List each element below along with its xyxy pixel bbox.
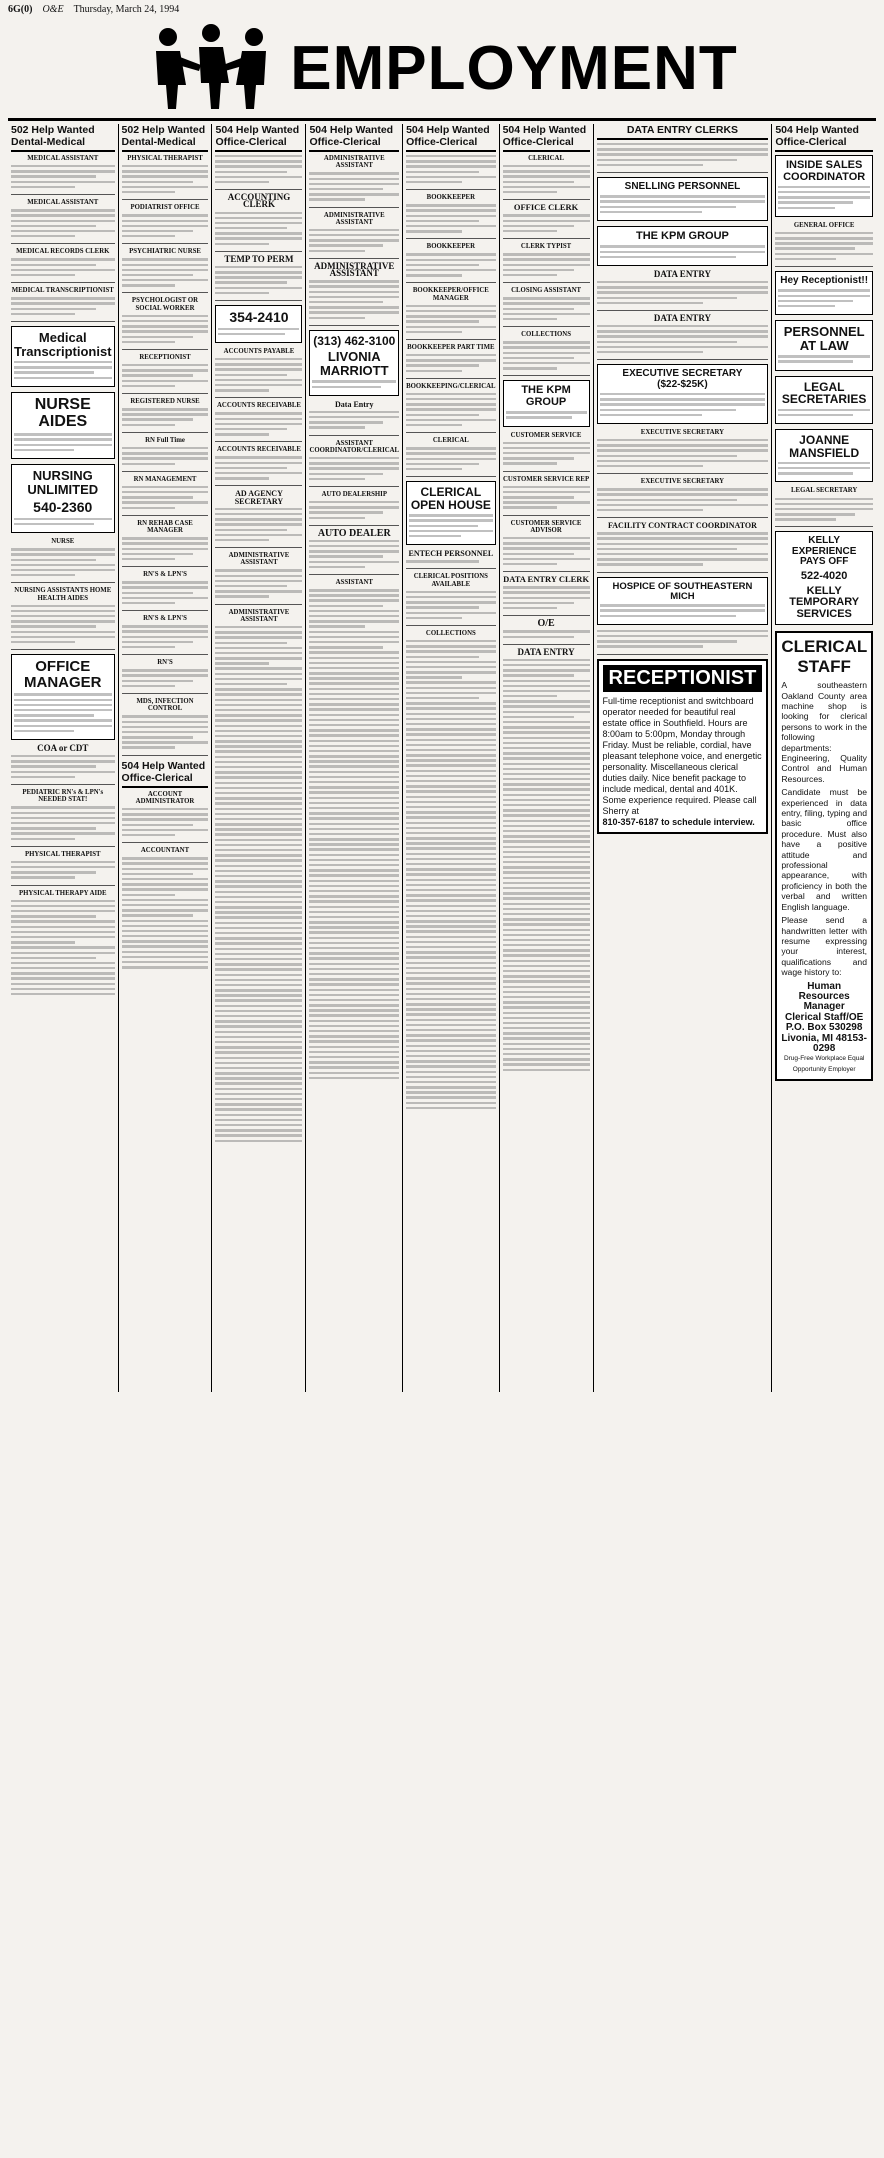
classified-ad: MEDICAL ASSISTANT <box>11 199 115 244</box>
classified-ad: MEDICAL ASSISTANT <box>11 155 115 195</box>
display-ad: Medical Transcriptionist <box>11 326 115 387</box>
section-title: EMPLOYMENT <box>290 33 738 103</box>
classified-ad: ADMINISTRATIVE ASSISTANT <box>309 212 399 259</box>
clerical-staff-display-ad <box>775 631 873 1081</box>
classified-ad: AUTO DEALER <box>309 530 399 575</box>
classified-ad: EXECUTIVE SECRETARY <box>597 429 769 474</box>
classified-ad: ACCOUNTS RECEIVABLE <box>215 446 302 486</box>
classified-ad: RN'S & LPN'S <box>122 571 209 611</box>
classified-ad: CUSTOMER SERVICE REP <box>503 476 590 516</box>
classified-ad: Data Entry <box>309 401 399 436</box>
receptionist-display-ad <box>597 659 769 834</box>
column-heading: 504 Help Wanted Office-Clerical <box>775 124 873 152</box>
classified-ad: ACCOUNTS RECEIVABLE <box>215 402 302 442</box>
classified-ad: ASSISTANT COORDINATOR/CLERICAL <box>309 440 399 487</box>
classified-ad: DATA ENTRY CLERK <box>503 576 590 616</box>
classified-ad <box>406 155 496 190</box>
classified-ad: EXECUTIVE SECRETARY <box>597 478 769 518</box>
receptionist-title: RECEPTIONIST <box>603 665 763 692</box>
column-7 <box>593 124 772 1392</box>
classified-ad: MEDICAL RECORDS CLERK <box>11 248 115 283</box>
page-number: 6G(0) <box>8 4 33 15</box>
classified-columns <box>8 124 876 1392</box>
column-heading: 502 Help Wanted Dental-Medical <box>122 124 209 152</box>
classified-ad: PEDIATRIC RN's & LPN's NEEDED STAT! <box>11 789 115 847</box>
classified-ad: PHYSICAL THERAPY AIDE <box>11 890 115 2158</box>
classified-ad: BOOKKEEPER <box>406 194 496 239</box>
display-ad: EXECUTIVE SECRETARY ($22-$25K) <box>597 364 769 424</box>
classified-ad: CUSTOMER SERVICE ADVISOR <box>503 520 590 573</box>
classified-ad: ENTECH PERSONNEL <box>406 550 496 569</box>
classified-ad: DATA ENTRY <box>597 271 769 311</box>
classified-ad: CLERK TYPIST <box>503 243 590 283</box>
display-ad: HOSPICE OF SOUTHEASTERN MICH <box>597 577 769 625</box>
column-5 <box>402 124 499 1392</box>
classified-ad: RN'S & LPN'S <box>122 615 209 655</box>
classified-ad: NURSING ASSISTANTS HOME HEALTH AIDES <box>11 587 115 650</box>
display-ad: THE KPM GROUP <box>597 226 769 266</box>
issue-date: Thursday, March 24, 1994 <box>73 4 180 15</box>
classified-ad: O/E <box>503 620 590 644</box>
classified-ad: BOOKKEEPER <box>406 243 496 283</box>
publication-name: O&E <box>42 4 64 15</box>
classified-ad: RECEPTIONIST <box>122 354 209 394</box>
column-heading: 504 Help Wanted Office-Clerical <box>503 124 590 152</box>
contact-po-box: P.O. Box 530298 <box>785 1022 863 1034</box>
classified-ad: DATA ENTRY <box>597 315 769 360</box>
classified-ad: ADMINISTRATIVE ASSISTANT <box>215 552 302 605</box>
page-header <box>8 4 876 18</box>
classified-ad: MDS, INFECTION CONTROL <box>122 698 209 756</box>
header-rule <box>8 118 876 121</box>
classified-ad: RN REHAB CASE MANAGER <box>122 520 209 567</box>
column-heading: 504 Help Wanted Office-Clerical <box>215 124 302 152</box>
classified-ad <box>597 143 769 173</box>
classified-ad: PHYSICAL THERAPIST <box>11 851 115 886</box>
classified-ad: FACILITY CONTRACT COORDINATOR <box>597 522 769 572</box>
classified-ad: DATA ENTRY <box>503 649 590 1917</box>
section-banner <box>8 20 876 116</box>
display-ad: Hey Receptionist!! <box>775 271 873 315</box>
classified-ad: REGISTERED NURSE <box>122 398 209 433</box>
classified-ad: AD AGENCY SECRETARY <box>215 490 302 548</box>
classified-ad: ADMINISTRATIVE ASSISTANT <box>215 609 302 1877</box>
classified-ad: GENERAL OFFICE <box>775 222 873 267</box>
column-heading: 504 Help Wanted Office-Clerical <box>406 124 496 152</box>
classified-ad: CUSTOMER SERVICE <box>503 432 590 472</box>
display-ad: OFFICE MANAGER <box>11 654 115 740</box>
column-1 <box>8 124 118 1392</box>
column-4 <box>305 124 402 1392</box>
classified-ad: ACCOUNTANT <box>122 847 209 2115</box>
classified-ad: MEDICAL TRANSCRIPTIONIST <box>11 287 115 322</box>
classified-ad: AUTO DEALERSHIP <box>309 491 399 526</box>
classified-ad: COA or CDT <box>11 745 115 785</box>
classified-ad: RN'S <box>122 659 209 694</box>
classified-ad: ADMINISTRATIVE ASSISTANT <box>309 263 399 326</box>
classified-ad: CLERICAL <box>503 155 590 200</box>
classified-ad: CLOSING ASSISTANT <box>503 287 590 327</box>
classified-ad <box>597 630 769 655</box>
display-ad: PERSONNEL AT LAW <box>775 320 873 370</box>
classified-ad: ACCOUNTS PAYABLE <box>215 348 302 398</box>
column-heading: 502 Help Wanted Dental-Medical <box>11 124 115 152</box>
clerical-staff-body-3: Please send a handwritten letter with resume expressing your interest, qualifications and wage history to: <box>781 915 867 978</box>
clerical-staff-body-1: A southeastern Oakland County area machine shop is looking for clerical persons to work in the following departments: Engineering, Quality Control and Human Resources. <box>781 680 867 784</box>
classified-ad: BOOKKEEPER PART TIME <box>406 344 496 379</box>
classified-ad: PODIATRIST OFFICE <box>122 204 209 244</box>
classified-ad: COLLECTIONS <box>406 630 496 1898</box>
classified-ad: ACCOUNT ADMINISTRATOR <box>122 791 209 844</box>
display-ad: LEGAL SECRETARIES <box>775 376 873 424</box>
classified-ad: RN Full Time <box>122 437 209 472</box>
classified-ad: PHYSICAL THERAPIST <box>122 155 209 200</box>
column-heading: DATA ENTRY CLERKS <box>597 124 769 140</box>
display-ad: NURSING UNLIMITED 540-2360 <box>11 464 115 533</box>
classified-ad: TEMP TO PERM <box>215 256 302 301</box>
display-ad: (313) 462-3100 LIVONIA MARRIOTT <box>309 330 399 396</box>
display-ad: 354-2410 <box>215 305 302 343</box>
column-heading: 504 Help Wanted Office-Clerical <box>309 124 399 152</box>
classified-ad: OFFICE CLERK <box>503 204 590 239</box>
classified-ad: BOOKKEEPING/CLERICAL <box>406 383 496 433</box>
classified-ad: CLERICAL POSITIONS AVAILABLE <box>406 573 496 626</box>
receptionist-phone: 810-357-6187 to schedule interview. <box>602 816 755 827</box>
classified-ad: PSYCHOLOGIST OR SOCIAL WORKER <box>122 297 209 350</box>
display-ad: KELLY EXPERIENCE PAYS OFF 522-4020 KELLY TEMPORARY SERVICES <box>775 531 873 625</box>
classified-ad: ASSISTANT <box>309 579 399 1847</box>
column-3 <box>211 124 305 1392</box>
classified-ad: PSYCHIATRIC NURSE <box>122 248 209 293</box>
classified-ad: NURSE <box>11 538 115 583</box>
display-ad: JOANNE MANSFIELD <box>775 429 873 483</box>
contact-dept: Clerical Staff/OE <box>784 1011 864 1023</box>
classified-ad: ADMINISTRATIVE ASSISTANT <box>309 155 399 208</box>
column-heading: 504 Help Wanted Office-Clerical <box>122 760 209 788</box>
display-ad: THE KPM GROUP <box>503 380 590 426</box>
classified-ad: CLERICAL <box>406 437 496 477</box>
clerical-staff-title: CLERICAL STAFF <box>781 637 868 677</box>
handshake-figures-logo-icon <box>146 23 276 113</box>
contact-name: Human Resources Manager <box>798 980 850 1013</box>
clerical-staff-body-2: Candidate must be experienced in data entry, filing, typing and basic office procedure. Must also have a positive attitude and professional appearance, with proficiency in both the verbal and written English language. <box>781 787 867 912</box>
eoe-note: Drug-Free Workplace Equal Opportunity Employer <box>783 1055 865 1073</box>
column-6 <box>499 124 593 1392</box>
display-ad: SNELLING PERSONNEL <box>597 177 769 221</box>
display-ad: CLERICAL OPEN HOUSE <box>406 481 496 545</box>
classified-ad: BOOKKEEPER/OFFICE MANAGER <box>406 287 496 340</box>
classified-ad: COLLECTIONS <box>503 331 590 376</box>
contact-city: Livonia, MI 48153-0298 <box>781 1032 867 1054</box>
classified-ad: RN MANAGEMENT <box>122 476 209 516</box>
display-ad: INSIDE SALES COORDINATOR <box>775 155 873 217</box>
classified-ad: LEGAL SECRETARY <box>775 487 873 527</box>
column-8 <box>771 124 876 1392</box>
column-2 <box>118 124 212 1392</box>
receptionist-body: Full-time receptionist and switchboard operator needed for beautiful real estate office in Southfield. Hours are 8:00am to 5:00pm, Monday through Friday. Must be reliable, cordial, have pleasant telephone voice, and energetic personality. Miscellaneous clerical duties daily. Nice benefit package to include medical, dental and 401K. Some experience required. Please call Sherry at <box>602 695 762 816</box>
classified-ad <box>215 155 302 190</box>
display-ad: NURSE AIDES <box>11 392 115 459</box>
classified-ad: ACCOUNTING CLERK <box>215 194 302 252</box>
